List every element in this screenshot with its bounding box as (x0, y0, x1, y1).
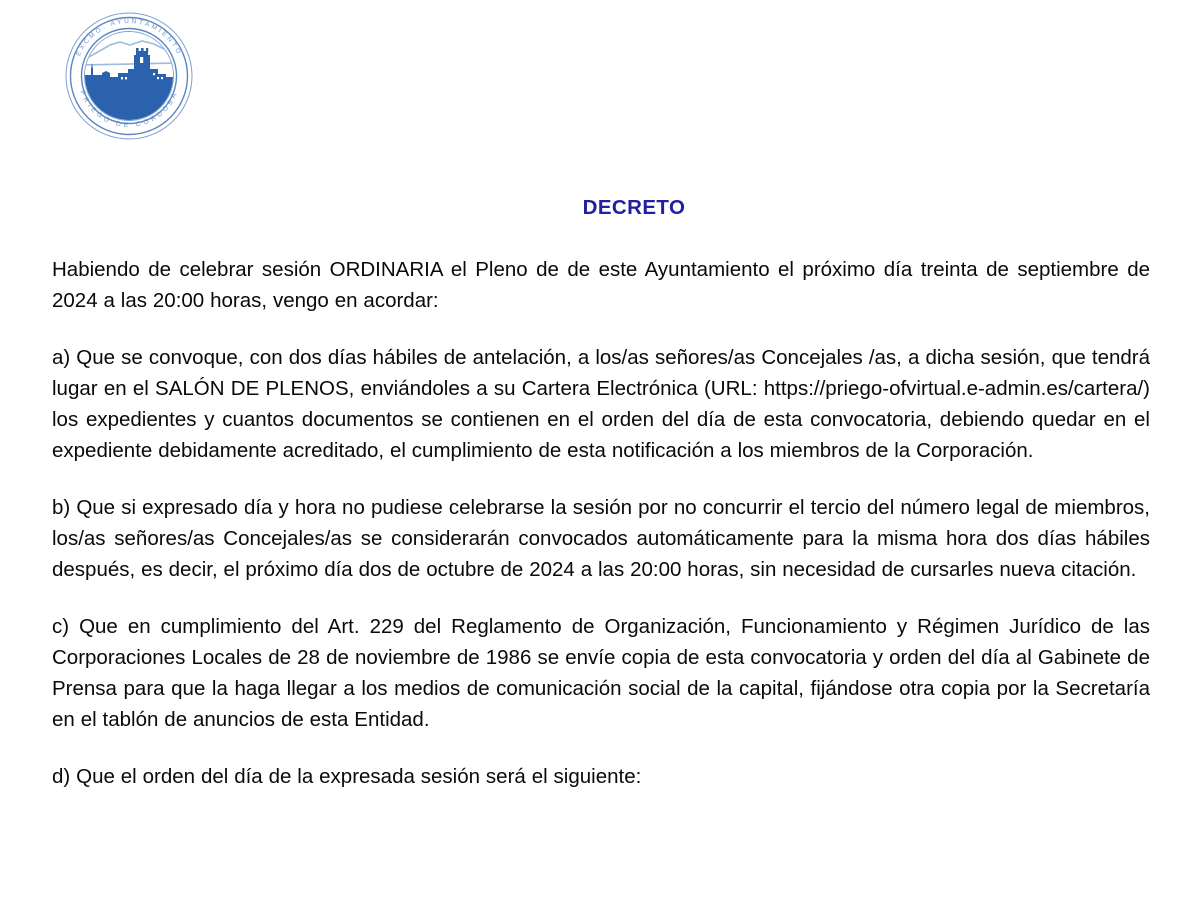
paragraph-clause-d: d) Que el orden del día de la expresada sesión será el siguiente: (52, 765, 642, 788)
paragraph-clause-b: b) Que si expresado día y hora no pudiese celebrarse la sesión por no concurrir el tercio del número legal de miembros, los/as señores/as Concejales/as se considerarán convocados automáticamente para la misma hora dos días hábiles después, es decir, el próximo día dos de octubre de 2024 a las 20:00 horas, sin necesidad de cursarles nueva citación. (52, 496, 1150, 581)
document-title: DECRETO (582, 196, 686, 219)
municipal-seal-icon (58, 11, 200, 141)
svg-text:PRIEGO DE CORDOBA: PRIEGO DE CORDOBA (78, 89, 180, 130)
paragraph-clause-c: c) Que en cumplimiento del Art. 229 del Reglamento de Organización, Funcionamiento y Régimen Jurídico de las Corporaciones Locales de 28 de noviembre de 1986 se envíe copia de esta convocatoria y orden del día al Gabinete de Prensa para que la haga llegar a los medios de comunicación social de la capital, fijándose otra copia por la Secretaría en el tablón de anuncios de esta Entidad. (52, 615, 1150, 731)
document-body (52, 196, 1150, 792)
paragraph-intro: Habiendo de celebrar sesión ORDINARIA el Pleno de de este Ayuntamiento el próximo día treinta de septiembre de 2024 a las 20:00 horas, vengo en acordar: (52, 258, 1150, 312)
paragraph-clause-a: a) Que se convoque, con dos días hábiles de antelación, a los/as señores/as Concejales /as, a dicha sesión, que tendrá lugar en el SALÓN DE PLENOS, enviándoles a su Cartera Electrónica (URL: https://priego-ofvirtual.e-admin.es/cartera/) los expedientes y cuantos documentos se contienen en el orden del día de esta convocatoria, debiendo quedar en el expediente debidamente acreditado, el cumplimiento de esta notificación a los miembros de la Corporación. (52, 346, 1150, 462)
svg-text:EXCMO. AYUNTAMIENTO: EXCMO. AYUNTAMIENTO (75, 17, 183, 58)
letterhead (0, 0, 1200, 160)
